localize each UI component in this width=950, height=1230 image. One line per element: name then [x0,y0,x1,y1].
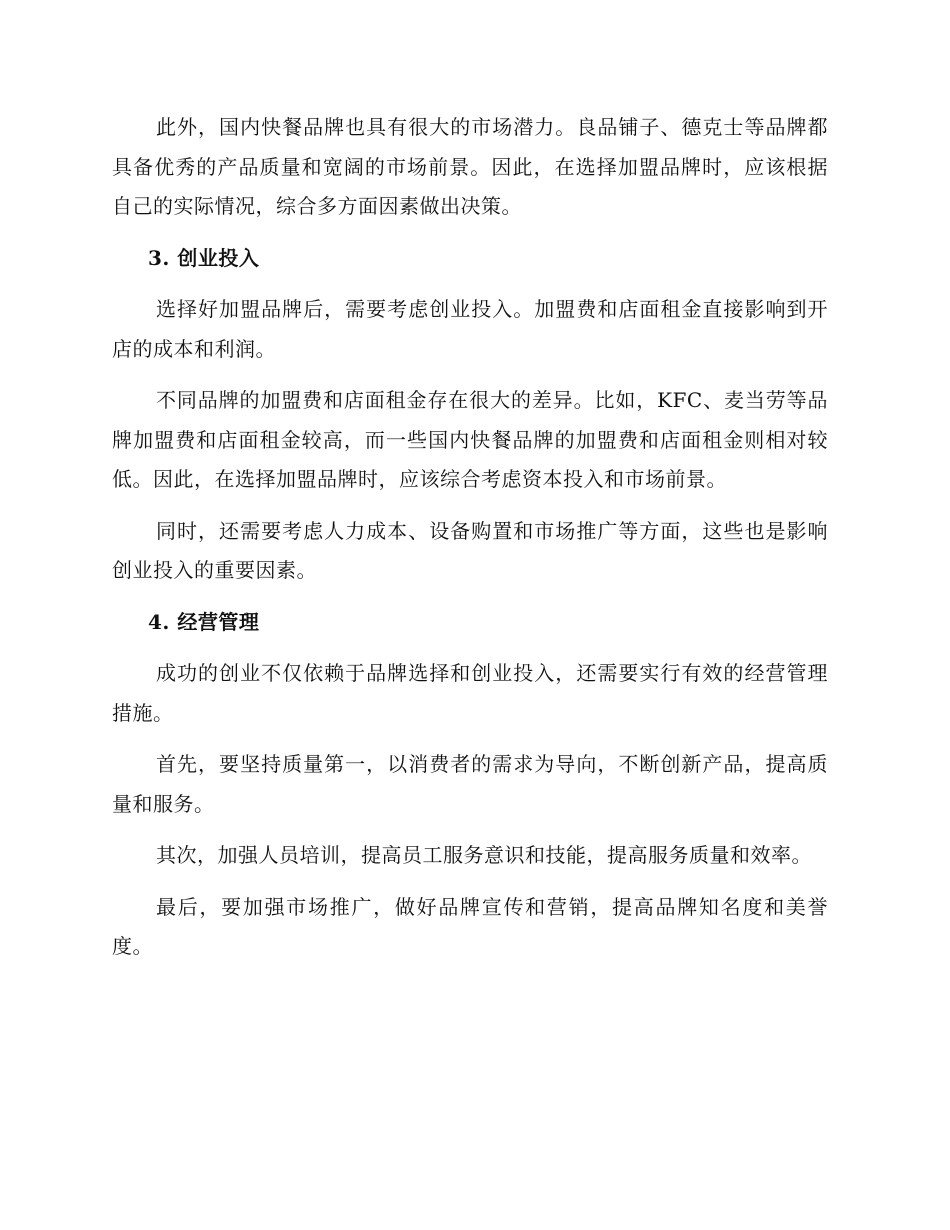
paragraph-management-intro: 成功的创业不仅依赖于品牌选择和创业投入，还需要实行有效的经营管理措施。 [112,661,828,725]
paragraph-investment-intro: 选择好加盟品牌后，需要考虑创业投入。加盟费和店面租金直接影响到开店的成本和利润。 [112,297,828,361]
section-heading-operations-management: 4. 经营管理 [148,609,260,634]
paragraph-domestic-brands: 此外，国内快餐品牌也具有很大的市场潜力。良品铺子、德克士等品牌都具备优秀的产品质量和宽阔的市场前景。因此，在选择加盟品牌时，应该根据自己的实际情况，综合多方面因素做出决策。 [112,115,828,218]
paragraph-other-costs: 同时，还需要考虑人力成本、设备购置和市场推广等方面，这些也是影响创业投入的重要因素。 [112,518,828,582]
paragraph-marketing: 最后，要加强市场推广，做好品牌宣传和营销，提高品牌知名度和美誉度。 [112,894,828,958]
paragraph-fee-differences: 不同品牌的加盟费和店面租金存在很大的差异。比如，KFC、麦当劳等品牌加盟费和店面租金较高，而一些国内快餐品牌的加盟费和店面租金则相对较低。因此，在选择加盟品牌时，应该综合考虑资本投入和市场前景。 [112,388,828,491]
paragraph-staff-training: 其次，加强人员培训，提高员工服务意识和技能，提高服务质量和效率。 [156,843,812,867]
section-heading-startup-investment: 3. 创业投入 [148,245,260,270]
paragraph-quality-first: 首先，要坚持质量第一，以消费者的需求为导向，不断创新产品，提高质量和服务。 [112,752,828,816]
document-page [112,108,828,979]
